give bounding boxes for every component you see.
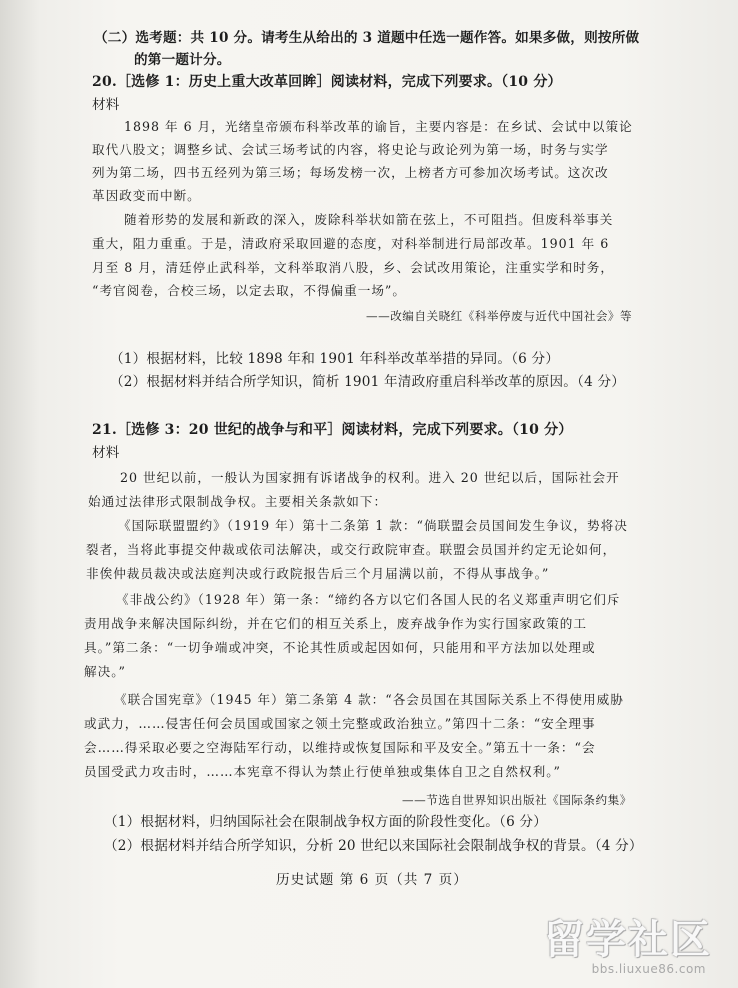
q20-source: ——改编自关晓红《科举停废与近代中国社会》等 xyxy=(366,309,633,323)
q20-paragraph-line: 取代八股文；调整乡试、会试三场考试的内容，将史论与政论列为第一场，时务与实学 xyxy=(92,142,609,157)
q21-paragraph-line: 责用战争来解决国际纠纷，并在它们的相互关系上，废弃战争作为实行国家政策的工 xyxy=(84,616,587,631)
q21-paragraph-line: 20 世纪以前，一般认为国家拥有诉诸战争的权利。进入 20 世纪以后，国际社会开 xyxy=(120,470,620,485)
q21-material-label: 材料 xyxy=(92,445,120,461)
q21-paragraph-line: 解决。” xyxy=(84,664,126,679)
q21-paragraph-line: 《非战公约》（1928 年）第一条：“缔约各方以它们各国人民的名义郑重声明它们斥 xyxy=(116,592,621,607)
q20-subquestion-1: （1）根据材料，比较 1898 年和 1901 年科举改革举措的异同。（6 分） xyxy=(110,351,560,367)
q20-paragraph-line: 1898 年 6 月，光绪皇帝颁布科举改革的谕旨，主要内容是：在乡试、会试中以策论 xyxy=(124,119,633,134)
q20-title: 20.［选修 1：历史上重大改革回眸］阅读材料，完成下列要求。（10 分） xyxy=(92,74,562,90)
q20-subquestion-2: （2）根据材料并结合所学知识，简析 1901 年清政府重启科举改革的原因。（4 分） xyxy=(110,374,626,390)
q20-material-label: 材料 xyxy=(92,97,120,113)
q21-paragraph-line: 员国受武力攻击时，……本宪章不得认为禁止行使单独或集体自卫之自然权利。” xyxy=(84,764,561,779)
q21-paragraph-line: 裂者，当将此事提交仲裁或依司法解决，或交行政院审查。联盟会员国并约定无论如何， xyxy=(86,542,617,557)
q20-paragraph-line: 重大，阻力重重。于是，清政府采取回避的态度，对科举制进行局部改革。1901 年 6 xyxy=(92,236,610,251)
q21-subquestion-1: （1）根据材料，归纳国际社会在限制战争权方面的阶段性变化。（6 分） xyxy=(104,814,548,830)
watermark xyxy=(542,918,712,980)
q21-paragraph-line: 始通过法律形式限制战争权。主要相关条款如下： xyxy=(88,494,388,509)
q21-paragraph-line: 会……得采取必要之空海陆军行动，以维持或恢复国际和平及安全。”第五十一条：“会 xyxy=(84,740,596,755)
page-footer: 历史试题 第 6 页（共 7 页） xyxy=(276,872,468,888)
q21-subquestion-2: （2）根据材料并结合所学知识，分析 20 世纪以来国际社会限制战争权的背景。（4 分） xyxy=(104,838,643,854)
q21-paragraph-line: 或武力，……侵害任何会员国或国家之领土完整或政治独立。”第四十二条：“安全理事 xyxy=(84,716,596,731)
q21-paragraph-line: 《联合国宪章》（1945 年）第二条第 4 款：“各会员国在其国际关系上不得使用威胁 xyxy=(114,692,624,707)
q20-paragraph-line: 列为第二场，四书五经列为第三场；每场发榜一次，上榜者方可参加次场考试。这次改 xyxy=(92,165,609,180)
section-header-line2: 的第一题计分。 xyxy=(134,52,231,68)
q21-paragraph-line: 非俟仲裁员裁决或法庭判决或行政院报告后三个月届满以前，不得从事战争。” xyxy=(86,566,550,581)
q20-paragraph-line: 月至 8 月，清廷停止武科举，文科举取消八股，乡、会试改用策论，注重实学和时务， xyxy=(92,260,614,275)
q20-paragraph-line: 革因政变而中断。 xyxy=(92,188,201,203)
q20-paragraph-line: 随着形势的发展和新政的深入，废除科举状如箭在弦上，不可阻挡。但废科举事关 xyxy=(124,212,614,227)
q21-paragraph-line: 《国际联盟盟约》（1919 年）第十二条第 1 款：“倘联盟会员国间发生争议，势将决 xyxy=(118,518,628,533)
section-header-line1: （二）选考题：共 10 分。请考生从给出的 3 道题中任选一题作答。如果多做，则按所做 xyxy=(94,30,640,46)
q21-title: 21.［选修 3：20 世纪的战争与和平］阅读材料，完成下列要求。（10 分） xyxy=(92,422,573,438)
watermark-logo: 留学社区 xyxy=(544,917,712,963)
watermark-url: bbs.liuxue86.com xyxy=(591,962,706,976)
q20-paragraph-line: “考官阅卷，合校三场，以定去取，不得偏重一场”。 xyxy=(92,283,406,298)
q21-source: ——节选自世界知识出版社《国际条约集》 xyxy=(402,793,632,807)
q21-paragraph-line: 具。”第二条：“一切争端或冲突，不论其性质或起因如何，只能用和平方法加以处理或 xyxy=(84,640,596,655)
